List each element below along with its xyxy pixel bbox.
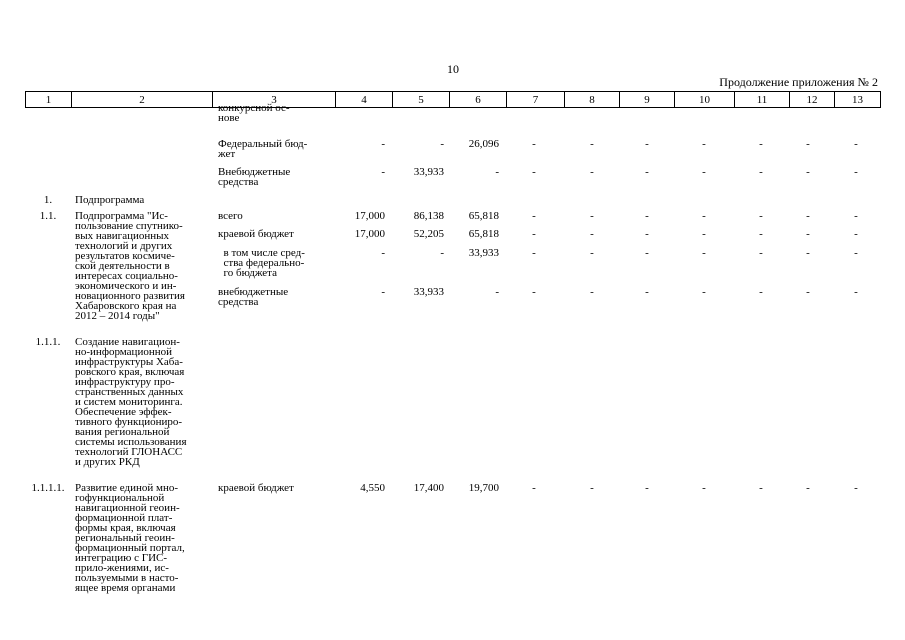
cell-col-v5: 52,205 — [413, 228, 444, 240]
column-header-row — [26, 92, 881, 108]
cell-col-9: - — [645, 286, 649, 298]
column-header: 11 — [735, 92, 790, 108]
cell-col-name: Создание навигацион- но-информационной инфраструктуры Хаба- ровского края, включая инфраструктуру про- странственных данных и систем мониторинга. Обеспечение эффек- тивного функциониро- вания региональной системы использования технологий ГЛОНАСС и других РКД — [75, 336, 187, 468]
cell-col-11: - — [759, 286, 763, 298]
cell-col-v6: 26,096 — [468, 138, 499, 150]
cell-col-8: - — [590, 228, 594, 240]
column-header: 6 — [450, 92, 507, 108]
cell-col-10: - — [702, 482, 706, 494]
cell-col-13: - — [854, 138, 858, 150]
cell-col-v5: 86,138 — [413, 210, 444, 222]
cell-col-13: - — [854, 166, 858, 178]
cell-col-11: - — [759, 228, 763, 240]
cell-col-12: - — [806, 286, 810, 298]
cell-col-v6: 65,818 — [468, 210, 499, 222]
cell-col-9: - — [645, 228, 649, 240]
cell-col-8: - — [590, 166, 594, 178]
column-header: 12 — [790, 92, 835, 108]
cell-col-13: - — [854, 286, 858, 298]
cell-col-9: - — [645, 138, 649, 150]
cell-col-v6: 19,700 — [468, 482, 499, 494]
cell-col-9: - — [645, 482, 649, 494]
cell-col-v5: 33,933 — [413, 166, 444, 178]
cell-col-num: 1.1.1.1. — [31, 482, 65, 494]
cell-col-9: - — [645, 210, 649, 222]
cell-col-v5: - — [440, 247, 444, 259]
cell-col-v6: - — [495, 286, 499, 298]
column-header: 2 — [72, 92, 213, 108]
cell-col-v6: 65,818 — [468, 228, 499, 240]
cell-col-v4: - — [381, 138, 385, 150]
cell-col-12: - — [806, 482, 810, 494]
cell-col-7: - — [532, 210, 536, 222]
cell-col-7: - — [532, 286, 536, 298]
cell-col-num: 1. — [43, 194, 53, 206]
cell-col-v4: - — [381, 166, 385, 178]
cell-col-7: - — [532, 166, 536, 178]
cell-col-13: - — [854, 228, 858, 240]
cell-col-num: 1.1.1. — [35, 336, 61, 348]
cell-col-13: - — [854, 210, 858, 222]
cell-col-11: - — [759, 138, 763, 150]
cell-col-12: - — [806, 247, 810, 259]
cell-col-8: - — [590, 286, 594, 298]
cell-col-source: всего — [218, 210, 243, 222]
cell-col-11: - — [759, 482, 763, 494]
cell-col-v6: - — [495, 166, 499, 178]
cell-col-10: - — [702, 138, 706, 150]
cell-col-12: - — [806, 228, 810, 240]
cell-col-10: - — [702, 210, 706, 222]
column-header: 1 — [26, 92, 72, 108]
cell-col-v4: 4,550 — [360, 482, 385, 494]
cell-col-11: - — [759, 166, 763, 178]
cell-col-11: - — [759, 210, 763, 222]
cell-col-v4: - — [381, 286, 385, 298]
cell-col-v5: - — [440, 138, 444, 150]
cell-col-source: краевой бюджет — [218, 228, 294, 240]
cell-col-v4: - — [381, 247, 385, 259]
cell-col-7: - — [532, 482, 536, 494]
column-header: 4 — [336, 92, 393, 108]
cell-col-13: - — [854, 482, 858, 494]
cell-col-name: Развитие единой мно- гофункциональной навигационной геоин- формационной плат- формы края, включая региональный геоин- формационный портал, интеграцию с ГИС- прило-жениями, ис- пользуемыми в насто- ящее время органами — [75, 482, 185, 594]
cell-col-source: в том числе сред- ства федерально- го бюджета — [223, 247, 305, 279]
column-header: 9 — [620, 92, 675, 108]
cell-col-source: конкурсной ос- нове — [218, 102, 290, 124]
page-number: 10 — [447, 62, 459, 76]
cell-col-num: 1.1. — [39, 210, 57, 222]
cell-col-name: Подпрограмма — [75, 194, 145, 206]
column-header: 10 — [675, 92, 735, 108]
column-header: 3 — [213, 92, 336, 108]
cell-col-8: - — [590, 482, 594, 494]
cell-col-10: - — [702, 228, 706, 240]
cell-col-source: Внебюджетные средства — [218, 166, 291, 188]
cell-col-12: - — [806, 210, 810, 222]
cell-col-source: внебюджетные средства — [218, 286, 289, 308]
column-header: 7 — [507, 92, 565, 108]
cell-col-v4: 17,000 — [354, 228, 385, 240]
cell-col-12: - — [806, 166, 810, 178]
column-header: 8 — [565, 92, 620, 108]
continuation-label: Продолжение приложения № 2 — [719, 75, 878, 89]
cell-col-8: - — [590, 247, 594, 259]
cell-col-v5: 33,933 — [413, 286, 444, 298]
cell-col-13: - — [854, 247, 858, 259]
table-body — [25, 102, 880, 640]
cell-col-7: - — [532, 228, 536, 240]
column-header: 5 — [393, 92, 450, 108]
cell-col-v4: 17,000 — [354, 210, 385, 222]
cell-col-v5: 17,400 — [413, 482, 444, 494]
cell-col-source: краевой бюджет — [218, 482, 294, 494]
cell-col-source: Федеральный бюд- жет — [218, 138, 308, 160]
column-header-table — [25, 91, 881, 108]
cell-col-8: - — [590, 138, 594, 150]
cell-col-10: - — [702, 247, 706, 259]
column-header: 13 — [835, 92, 881, 108]
cell-col-name: Подпрограмма "Ис- пользование спутнико- вых навигационных технологий и других результатов космиче- ской деятельности в интересах социально- экономического и ин- новационного развития Хабаровского края на 2012 – 2014 годы" — [75, 210, 185, 322]
cell-col-8: - — [590, 210, 594, 222]
cell-col-v6: 33,933 — [468, 247, 499, 259]
cell-col-10: - — [702, 166, 706, 178]
cell-col-9: - — [645, 247, 649, 259]
cell-col-7: - — [532, 138, 536, 150]
cell-col-11: - — [759, 247, 763, 259]
cell-col-12: - — [806, 138, 810, 150]
cell-col-9: - — [645, 166, 649, 178]
cell-col-7: - — [532, 247, 536, 259]
cell-col-10: - — [702, 286, 706, 298]
